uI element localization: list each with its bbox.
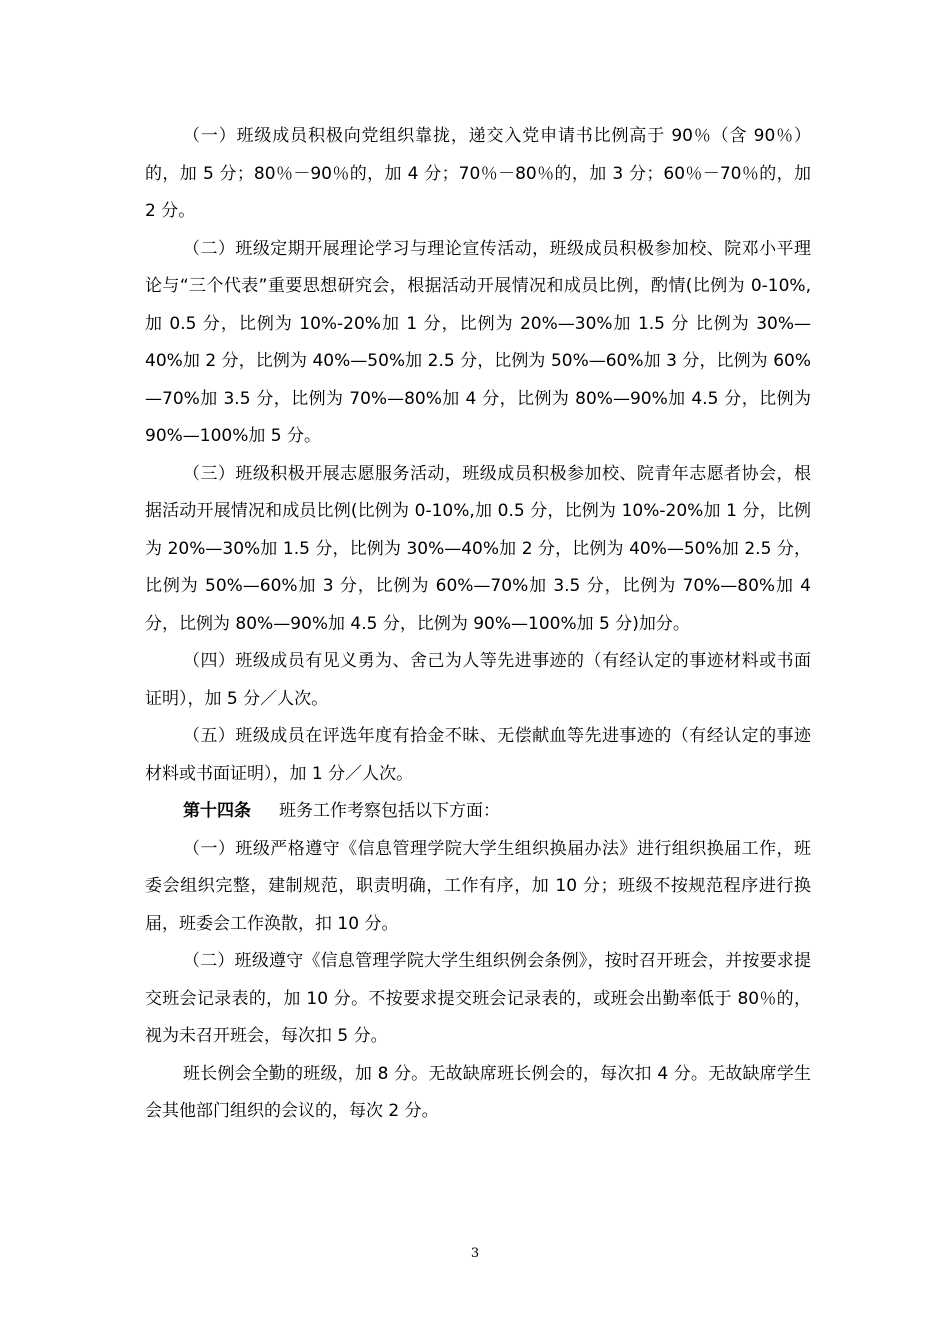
- paragraph-volunteer-service: （三）班级积极开展志愿服务活动，班级成员积极参加校、院青年志愿者协会，根据活动开展情况和成员比例(比例为 0-10%,加 0.5 分，比例为 10%-20%加 1 分，比例为 20%—30%加 1.5 分，比例为 30%—40%加 2 分，比例为 40%—50%加 2.5 分，比例为 50%—60%加 3 分，比例为 60%—70%加 3.5 分，比例为 70%—80%加 4 分，比例为 80%—90%加 4.5 分，比例为 90%—100%加 5 分)加分。: [145, 463, 811, 634]
- article-heading: 第十四条: [183, 801, 251, 821]
- paragraph-good-deeds: （五）班级成员在评选年度有拾金不昧、无偿献血等先进事迹的（有经认定的事迹材料或书面证明），加 1 分／人次。: [145, 726, 811, 784]
- article-fourteen: [145, 793, 811, 831]
- paragraph-class-meeting: （二）班级遵守《信息管理学院大学生组织例会条例》，按时召开班会，并按要求提交班会记录表的，加 10 分。不按要求提交班会记录表的，或班会出勤率低于 80％的，视为未召开班会，每次扣 5 分。: [145, 951, 811, 1046]
- page-number: 3: [470, 1246, 480, 1261]
- paragraph-election: （一）班级严格遵守《信息管理学院大学生组织换届办法》进行组织换届工作，班委会组织完整，建制规范，职责明确，工作有序，加 10 分；班级不按规范程序进行换届，班委会工作涣散，扣 10 分。: [145, 838, 811, 934]
- article-text: 班务工作考察包括以下方面：: [279, 801, 500, 821]
- paragraph-heroic-deeds: （四）班级成员有见义勇为、舍己为人等先进事迹的（有经认定的事迹材料或书面证明），加 5 分／人次。: [145, 651, 811, 709]
- document-body: [145, 118, 811, 1131]
- paragraph-party-application: （一）班级成员积极向党组织靠拢，递交入党申请书比例高于 90％（含 90％）的，加 5 分；80％－90％的，加 4 分；70％－80％的，加 3 分；60％－70％的，加 2 分。: [145, 126, 811, 221]
- paragraph-theory-study: （二）班级定期开展理论学习与理论宣传活动，班级成员积极参加校、院邓小平理论与“三个代表”重要思想研究会，根据活动开展情况和成员比例，酌情(比例为 0-10%,加 0.5 分，比例为 10%-20%加 1 分，比例为 20%—30%加 1.5 分 比例为 30%—40%加 2 分，比例为 40%—50%加 2.5 分，比例为 50%—60%加 3 分，比例为 60%—70%加 3.5 分，比例为 70%—80%加 4 分，比例为 80%—90%加 4.5 分，比例为 90%—100%加 5 分。: [145, 238, 811, 446]
- paragraph-monitor-meeting: 班长例会全勤的班级，加 8 分。无故缺席班长例会的，每次扣 4 分。无故缺席学生会其他部门组织的会议的，每次 2 分。: [145, 1063, 811, 1121]
